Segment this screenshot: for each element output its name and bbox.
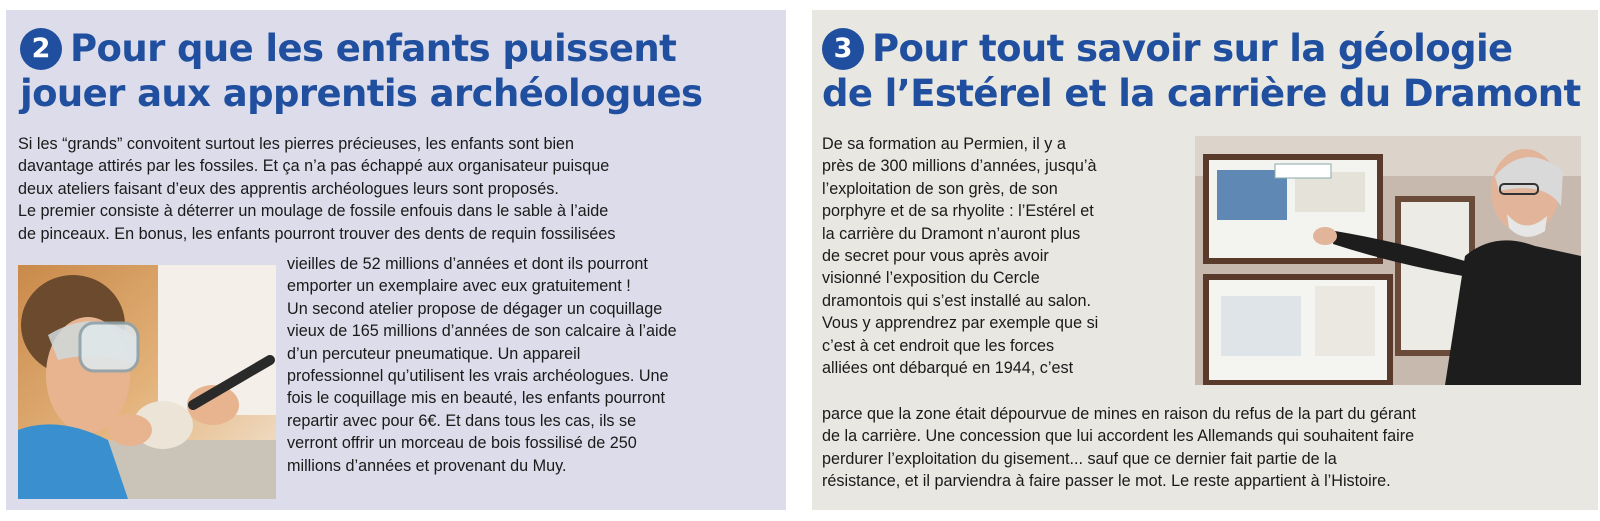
headline-line-1 — [20, 26, 702, 71]
headline-children-workshops — [20, 26, 702, 116]
text-line: Si les “grands” convoitent surtout les pierres précieuses, les enfants sont bien — [18, 135, 575, 153]
headline-line-2: jouer aux apprentis archéologues — [20, 72, 703, 115]
text-line: l’exploitation de son grès, de son — [822, 179, 1058, 198]
text-line: de pinceaux. En bonus, les enfants pourront trouver des dents de requin fossilisées — [18, 224, 616, 243]
side-paragraph — [822, 133, 1098, 379]
text-line: vieux de 165 millions d’années de son calcaire à l’aide — [287, 322, 677, 341]
text-line: près de 300 millions d’années, jusqu’à — [822, 157, 1097, 176]
side-paragraph — [287, 253, 677, 477]
exhibition-photo-illustration — [1195, 136, 1581, 385]
headline-text-1: Pour tout savoir sur la géologie — [872, 27, 1513, 70]
text-line: De sa formation au Permien, il y a — [822, 135, 1066, 153]
text-line: de la carrière. Une concession que lui accordent les Allemands qui souhaitent faire — [822, 427, 1415, 446]
text-line: davantage attirés par les fossiles. Et ça n’a pas échappé aux organisateur puisque — [18, 157, 610, 176]
text-line: deux ateliers faisant d’eux des apprentis archéologues leurs sont proposés. — [18, 179, 559, 198]
text-line: vieilles de 52 millions d’années et dont ils pourront — [287, 255, 648, 273]
photo-exhibition-man — [1195, 136, 1581, 385]
child-fossil-photo-illustration — [18, 265, 276, 499]
text-line: professionnel qu’utilisent les vrais archéologues. Une — [287, 367, 669, 386]
headline-line-1 — [822, 26, 1581, 71]
text-line: Vous y apprendrez par exemple que si — [822, 314, 1099, 333]
text-line: verront offrir un morceau de bois fossilisé de 250 — [287, 434, 637, 453]
text-line: porphyre et de sa rhyolite : l’Estérel et — [822, 202, 1094, 221]
bottom-paragraph — [822, 403, 1416, 493]
headline-line-2: de l’Estérel et la carrière du Dramont — [822, 72, 1581, 115]
text-line: de secret pour vous après avoir — [822, 247, 1049, 266]
text-line: la carrière du Dramont n’auront plus — [822, 224, 1081, 243]
text-line: Un second atelier propose de dégager un coquillage — [287, 299, 663, 318]
text-line: emporter un exemplaire avec eux gratuitement ! — [287, 277, 631, 296]
number-badge: 2 — [20, 28, 62, 70]
article-panel-children-workshops — [6, 10, 786, 510]
text-line: d’un percuteur pneumatique. Un appareil — [287, 344, 581, 363]
text-line: repartir avec pour 6€. Et dans tous les cas, ils se — [287, 411, 637, 430]
article-panel-geology — [812, 10, 1598, 510]
text-line: résistance, et il parviendra à faire passer le mot. Le reste appartient à l’Histoire. — [822, 472, 1391, 491]
text-line: millions d’années et provenant du Muy. — [287, 456, 567, 475]
text-line: alliées ont débarqué en 1944, c’est — [822, 359, 1074, 378]
text-line: c’est à cet endroit que les forces — [822, 336, 1055, 355]
text-line: Le premier consiste à déterrer un moulage de fossile enfouis dans le sable à l’aide — [18, 202, 609, 221]
intro-paragraph — [18, 133, 616, 245]
number-badge: 3 — [822, 28, 864, 70]
headline-geology — [822, 26, 1581, 116]
text-line: fois le coquillage mis en beauté, les enfants pourront — [287, 389, 665, 408]
text-line: parce que la zone était dépourvue de mines en raison du refus de la part du gérant — [822, 405, 1416, 423]
text-line: visionné l’exposition du Cercle — [822, 269, 1040, 288]
text-line: dramontois qui s’est installé au salon. — [822, 291, 1092, 310]
headline-text-1: Pour que les enfants puissent — [70, 27, 677, 70]
photo-child-fossil-workshop — [18, 265, 276, 499]
text-line: perdurer l’exploitation du gisement... sauf que ce dernier fait partie de la — [822, 449, 1337, 468]
